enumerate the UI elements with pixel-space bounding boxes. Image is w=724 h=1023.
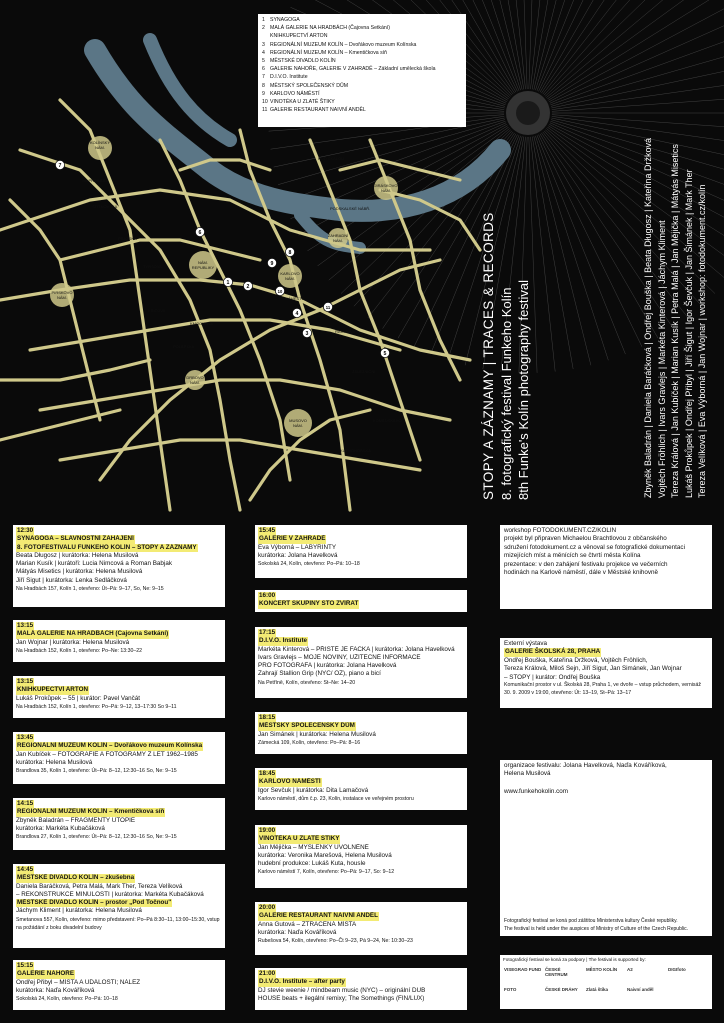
legend-venue: REGIONÁLNÍ MUZEUM KOLÍN – Kmentičkova síň — [270, 49, 388, 56]
event-address: Brandlova 35, Kolín 1, otevřeno: Út–Pá: 8–12, 12:30–16 So, Ne: 9–15 — [16, 768, 177, 775]
sun-ray — [543, 0, 688, 94]
sun-ray — [539, 0, 642, 91]
legend-venue: VINOTÉKA U ZLATÉ ŠTIKY — [270, 99, 335, 106]
event-address: Na Hradbách 152, Kolín 1, otevřeno: Po–Ne: 13:30–22 — [16, 647, 143, 654]
legend-venue: MALÁ GALERIE NA HRADBÁCH (Čajovna Setkání) — [270, 25, 390, 32]
event-time: 14:45 — [17, 866, 34, 873]
event-address: Rubešova 54, Kolín, otevřeno: Po–Čt 9–23, Pá 9–24, Ne: 10:30–23 — [258, 938, 413, 945]
event-time: 13:15 — [17, 622, 34, 629]
event-venue: KONCERT SKUPINY STO ZVÍŘAT — [259, 600, 359, 608]
event-box — [13, 620, 225, 662]
event-time: 21:00 — [259, 970, 276, 977]
svg-text:2: 2 — [246, 283, 250, 290]
event-line: Daniela Baráčková, Petra Malá, Mark Ther, Tereza Velíková — [16, 882, 183, 890]
event-line: Jan Wojnar | kurátorka: Helena Musilová — [16, 638, 130, 646]
external-exhibition-box — [500, 638, 712, 708]
street-label: PRAŽSKÁ — [118, 236, 137, 241]
event-line: Marian Kusík | kurátoři: Lucia Nimcová a Roman Babjak — [16, 560, 172, 568]
event-line: kurátorka: Jolana Havelková — [258, 551, 338, 559]
venue-marker[interactable] — [285, 247, 294, 256]
event-box — [13, 676, 225, 718]
sponsor-logo: A2 — [627, 967, 633, 972]
event-line: Markéta Kinterová – PŘIŠTĚ JE FACKA | kurátorka: Jolana Havelková — [258, 645, 455, 653]
sponsor-logos — [504, 967, 708, 1007]
external-line: – STOPY | kurátor: Ondřej Bouška — [504, 673, 601, 681]
event-line: hudební produkce: Lukáš Kuta, housle — [258, 860, 366, 868]
legend-venue: KARLOVO NÁMĚSTÍ — [270, 90, 320, 97]
workshop-text: hodinách na Karlově náměstí, dále v Městské knihovně — [504, 569, 659, 577]
sponsor-logo: DIGIfoto — [668, 967, 686, 972]
event-venue: D.I.V.O. Institute – after party — [259, 978, 345, 986]
venue-marker[interactable] — [275, 286, 284, 295]
sponsor-logo: MĚSTO KOLÍN — [586, 967, 618, 972]
street-network — [0, 100, 480, 510]
legend-venue: MĚSTSKÉ DIVADLO KOLÍN — [270, 58, 336, 65]
event-subtitle: MĚSTSKÉ DIVADLO KOLÍN – prostor „Pod Točnou" — [17, 899, 172, 907]
event-venue: KNIHKUPECTVÍ ARTON — [17, 686, 89, 694]
sun-ray — [540, 0, 658, 92]
legend-venue: KNIHKUPECTVÍ ARTON — [270, 33, 328, 40]
workshop-text: projekt byl připraven Michaelou Brachtlovou z občanského — [504, 535, 667, 543]
venue-marker[interactable] — [243, 281, 252, 290]
legend-row — [262, 16, 466, 24]
legend-row — [262, 98, 466, 106]
sun-ray — [537, 135, 625, 354]
event-line: HOUSE beats + ilegální remixy; The Somethings (FIN/LUX) — [258, 994, 425, 1002]
event-box — [13, 864, 225, 948]
venue-marker[interactable] — [55, 160, 64, 169]
svg-text:11: 11 — [325, 304, 331, 310]
legend-number: 5 — [262, 58, 265, 65]
sun-ray — [552, 77, 724, 110]
event-address: Smetanova 557, Kolín, otevřeno: mimo představení: Po–Pá 8:30–11, 13:00–15:30, vstup na požádání z boku divadelní budovy — [16, 916, 220, 932]
street-label: POLEPSKÁ — [173, 344, 195, 349]
event-time: 17:15 — [259, 629, 276, 636]
square-label: NÁM. REPUBLIKY — [191, 260, 215, 270]
svg-text:9: 9 — [270, 260, 274, 267]
event-time: 15:45 — [259, 527, 276, 534]
org-line: organizace festivalu: Jolana Havelková, Naďa Kováříková, — [504, 762, 667, 769]
organization-box — [500, 760, 712, 936]
event-line: Zahrají Stallion Grip (NYC/ OZ), piano a bicí — [258, 670, 381, 678]
event-venue: VINOTÉKA U ZLATÉ ŠTIKY — [259, 835, 340, 843]
event-line: Mátyás Misetics | kurátorka: Helena Musilová — [16, 568, 143, 576]
square-label: KOLÍNSKÝ NÁM. — [89, 140, 111, 150]
event-subtitle: 8. FOTOFESTIVALU FUNKEHO KOLÍN – STOPY A ZÁZNAMY — [17, 543, 197, 551]
event-box — [13, 732, 225, 784]
festival-title — [480, 212, 532, 500]
street-label: KUTNOHORSKÁ — [340, 448, 371, 453]
legend-venue: MĚSTSKÝ SPOLEČENSKÝ DŮM — [270, 82, 349, 89]
sponsors-box — [500, 955, 712, 1009]
venue-marker[interactable] — [195, 227, 204, 236]
event-line: Jan Šimánek | kurátorka: Helena Musilová — [258, 730, 376, 738]
event-line: Jiří Šigut | kurátorka: Lenka Sedláčková — [16, 576, 127, 584]
event-line: Lukáš Prokůpek – 55 | kurátor: Pavel Vančát — [16, 694, 141, 702]
street-label: POD SKALOU — [318, 156, 345, 161]
event-address: Karlovo náměstí, dům č.p. 23, Kolín, instalace ve veřejném prostoru — [258, 795, 414, 802]
legend-venue: GALERIE RESTAURANT NAIVNÍ ANDĚL — [270, 107, 366, 114]
event-address: Brandlova 27, Kolín 1, otevřeno: Út–Pá: 8–12, 12:30–16 So, Ne: 9–15 — [16, 834, 177, 841]
legend-number — [262, 32, 270, 40]
org-line: Helena Musilová — [504, 770, 551, 778]
artists-line1: Zbyněk Baladrán | Daniela Baráčková | Ondřej Bouška | Beata Długosz | Kateřina Držková — [643, 137, 653, 498]
event-line: Jan Mějička – MYŠLENKY UVOLNĚNÉ — [258, 843, 369, 851]
event-line: Igor Ševčuk | kurátorka: Dita Lamačová — [258, 786, 369, 794]
legend-number: 3 — [262, 41, 265, 48]
sun-ray — [529, 0, 537, 89]
event-address: Na Petříně, Kolín, otevřeno: St–Ne: 14–20 — [258, 679, 356, 686]
event-box — [255, 768, 467, 810]
event-line: kurátorka: Helena Musilová — [16, 758, 93, 766]
sun-ray — [535, 0, 608, 90]
square-label: ZAHRADNÍ NÁM. — [327, 233, 349, 243]
event-time: 18:15 — [259, 714, 276, 721]
event-box — [255, 590, 467, 612]
legend-number: 9 — [262, 90, 265, 97]
patronage-note-en: The festival is held under the auspices of Ministry of Culture of the Czech Republic. — [504, 926, 688, 932]
legend-row — [262, 24, 466, 32]
svg-text:5: 5 — [383, 350, 387, 357]
legend-row — [262, 41, 466, 49]
legend-number: 6 — [262, 66, 265, 73]
legend-row — [262, 73, 466, 81]
sun-ray — [549, 0, 724, 102]
workshop-text: sdružení fotodokument.cz a věnoval se fotografické dokumentaci — [504, 543, 685, 551]
legend-row — [262, 57, 466, 65]
sponsor-logo: Zlatá štika — [586, 987, 609, 992]
street-label: ŽELEZNIČNÍ — [352, 369, 376, 374]
event-box — [255, 712, 467, 754]
event-venue: MĚSTSKÉ DIVADLO KOLÍN – zkušebna — [17, 874, 135, 882]
sun-ray — [552, 115, 724, 131]
event-box — [255, 525, 467, 578]
svg-text:4: 4 — [295, 310, 299, 317]
sun-ray — [547, 0, 724, 99]
event-line: Ivars Gravlejs – MOJE NOVINY, UŽITEČNÉ INFORMACE — [258, 653, 421, 661]
workshop-box — [500, 525, 712, 609]
sun-ray — [534, 0, 591, 90]
event-address: Zámecká 109, Kolín, otevřeno: Po–Pá: 8–16 — [258, 739, 361, 746]
event-address: Sokolská 24, Kolín, otevřeno: Po–Pá: 10–18 — [258, 561, 360, 568]
square-label: KARLOVO NÁM. — [280, 271, 300, 281]
event-venue: GALERIE RESTAURANT NAIVNÍ ANDĚL — [259, 912, 378, 920]
event-time: 20:00 — [259, 904, 276, 911]
event-box — [255, 968, 467, 1010]
event-line: Zbyněk Baladrán – FRAGMENTY UTOPIE — [16, 816, 136, 824]
legend-venue: SYNAGOGA — [270, 17, 300, 23]
street-label: PODSKALSKÉ NÁBŘ. — [330, 206, 371, 211]
legend-venue: GALERIE NAHOŘE, GALERIE V ZAHRADĚ – Základní umělecká škola — [270, 66, 436, 73]
sponsor-logo: ČESKÉ CENTRUM — [545, 967, 568, 977]
sponsor-logo: ČESKÉ DRÁHY — [545, 987, 578, 992]
square-label: MUSOVO NÁM. — [289, 418, 307, 428]
event-box — [13, 525, 225, 607]
artists-line3: Tereza Králová | Jan Kubíček | Marian Kusík | Petra Malá | Jan Mějička | Mátyás Misetics — [670, 144, 680, 498]
sun-ray — [532, 137, 573, 369]
venue-marker[interactable] — [380, 348, 389, 357]
legend-venue: D.I.V.O. Institute — [270, 74, 308, 81]
street-label: TYRŠOVA — [143, 264, 162, 269]
event-time: 19:00 — [259, 827, 276, 834]
title-line2: 8. fotografický festival Funkeho Kolín — [499, 287, 514, 500]
event-line: PRO FOTOGRAFA | kurátorka: Jolana Havelková — [258, 662, 397, 670]
event-venue: KARLOVO NÁMĚSTÍ — [259, 778, 321, 786]
external-heading: Externí výstava — [504, 640, 548, 647]
event-box — [13, 960, 225, 1010]
external-title: GALERIE ŠKOLSKÁ 28, PRAHA — [505, 648, 601, 656]
sun-ray — [539, 135, 642, 347]
venue-marker[interactable] — [323, 302, 332, 311]
patronage-note-cz: Fotografický festival se koná pod záštitou Ministerstva kultury České republiky. — [504, 918, 678, 924]
event-line: Ondřej Přibyl – MÍSTA A UDÁLOSTI; NÁLEZ — [16, 978, 141, 986]
event-time: 14:15 — [17, 800, 34, 807]
sun-ray — [548, 0, 724, 100]
event-line: Anna Gutová – ZTRACENÁ MÍSTA — [258, 920, 357, 928]
event-venue: MALÁ GALERIE NA HRADBÁCH (Čajovna Setkání) — [17, 630, 169, 638]
square-label: JIRÁSKOVO NÁM. — [374, 183, 398, 193]
sun-ray — [535, 136, 608, 360]
legend-number: 2 — [262, 25, 265, 32]
legend-number: 4 — [262, 49, 265, 56]
event-line: kurátorka: Naďa Kováříková — [258, 928, 337, 936]
sun-ray — [537, 0, 625, 91]
event-box — [255, 902, 467, 955]
external-address: Komunikační prostor v ul. Školská 28, Praha 1, ve dvoře – vstup průchodem, vernisáž 30. 9. 2009 v 19:00, otevřeno: Út: 13–19, St–Pá: 13–17 — [504, 682, 701, 696]
artists-line5: Tereza Velíková | Eva Výborná | Jan Wojnar | workshop: fotodokument.cz/kolín — [697, 184, 707, 498]
artists-line2: Vojtěch Fröhlich | Ivars Gravlejs | Markéta Kinterová | Jáchym Kliment — [656, 220, 667, 498]
legend-number: 11 — [262, 107, 268, 114]
artists-line4: Lukáš Prokůpek | Ondřej Přibyl | Jiří Šigut | Igor Ševčuk | Jan Šimánek | Mark Ther — [683, 169, 694, 498]
legend-row — [262, 65, 466, 73]
event-venue: REGIONÁLNÍ MUZEUM KOLÍN – Dvořákovo muzeum Kolínska — [17, 742, 203, 750]
svg-text:7: 7 — [58, 162, 62, 169]
event-venue: REGIONÁLNÍ MUZEUM KOLÍN – Kmentičkova síň — [17, 808, 165, 816]
svg-text:6: 6 — [198, 229, 202, 236]
event-time: 15:15 — [17, 962, 34, 969]
legend-row — [262, 90, 466, 98]
event-line: Jan Kubíček – FOTOGRAFIE A FOTOGRAMY Z LET 1962–1985 — [16, 750, 198, 758]
festival-website-link[interactable]: www.funkeho​kolin.com — [504, 787, 569, 795]
event-address: Sokolská 24, Kolín, otevřeno: Po–Pá: 10–18 — [16, 996, 118, 1003]
sponsor-logo: FOTO — [504, 987, 517, 992]
event-line: kurátorka: Markéta Kubačáková — [16, 824, 105, 832]
venue-marker[interactable] — [302, 328, 311, 337]
street-label: NA PŘÍHLEBI — [82, 178, 107, 183]
event-box — [13, 798, 225, 850]
street-label: KOMENSKÉHO — [373, 418, 402, 423]
legend-venue: REGIONÁLNÍ MUZEUM KOLÍN – Dvořákovo muzeum Kolínska — [270, 41, 417, 48]
event-time: 13:45 — [17, 734, 34, 741]
event-line: Beata Długosz | kurátorka: Helena Musilová — [16, 551, 139, 559]
title-line1: STOPY A ZÁZNAMY | TRACES & RECORDS — [481, 212, 496, 500]
street-label: RATAJOVA — [335, 329, 356, 334]
legend-row — [262, 32, 466, 40]
legend-row — [262, 82, 466, 90]
sun-ray — [519, 0, 527, 89]
street-label: ŠTÍTNOVSKÁ — [92, 204, 118, 209]
event-line: kurátorka: Naďa Kováříková — [16, 986, 95, 994]
square-label: PIRSKOVO NÁM. — [51, 290, 73, 300]
sun-ray — [551, 59, 724, 108]
event-line: Jáchym Kliment | kurátorka: Helena Musilová — [16, 907, 142, 915]
legend-number: 8 — [262, 82, 265, 89]
street-label: NÁMĚSTÍ — [285, 296, 303, 301]
event-address: Na Hradbách 157, Kolín 1, otevřeno: Út–Pá: 9–17, So, Ne: 9–15 — [16, 586, 164, 593]
legend-row — [262, 106, 466, 114]
external-line: Ondřej Bouška, Kateřina Držková, Vojtěch Fröhlich, — [504, 656, 648, 664]
venue-marker[interactable] — [223, 277, 232, 286]
street-label: KMOCHOVA — [190, 321, 214, 326]
artist-names — [642, 138, 710, 498]
event-time: 16:00 — [259, 592, 276, 599]
venue-marker[interactable] — [292, 308, 301, 317]
legend-number: 7 — [262, 74, 265, 81]
external-line: Tereza Králová, Miloš Šejn, Jiří Šigut, Jan Šimánek, Jan Wojnar — [504, 665, 682, 673]
event-line: DJ stevie weenie / mindbeam music (NYC) – originální DUB — [258, 986, 426, 994]
workshop-text: mizejících míst a měnících se čtvrtí města Kolína — [504, 552, 641, 560]
legend-number: 10 — [262, 99, 268, 106]
legend-number: 1 — [262, 17, 265, 23]
event-time: 12:30 — [17, 527, 34, 534]
event-box — [255, 825, 467, 888]
sponsors-heading: Fotografický festival se koná za podpory | The festival is supported by: — [503, 957, 646, 962]
event-venue: GALERIE V ZAHRADĚ — [259, 535, 326, 543]
workshop-heading: workshop FOTODOKUMENT.CZ/KOLIN — [504, 527, 617, 534]
svg-text:1: 1 — [226, 279, 230, 286]
event-box — [255, 627, 467, 698]
street-label: KŘÍŽOVA — [148, 308, 166, 313]
event-address: Na Hradbách 152, Kolín 1, otevřeno: Po–Pá: 9–12, 13–17:30 So 9–11 — [16, 703, 177, 710]
event-time: 13:15 — [17, 678, 34, 685]
event-venue: GALERIE NAHOŘE — [17, 970, 75, 978]
event-line: kurátorka: Veronika Marešová, Helena Musilová — [258, 851, 392, 859]
sun-ray — [552, 95, 724, 111]
event-venue: SYNAGOGA – SLAVNOSTNÍ ZAHÁJENÍ — [17, 535, 134, 543]
sun-ray — [465, 0, 522, 90]
sun-ray — [546, 0, 724, 98]
event-line: Eva Výborná – LABYRINTY — [258, 543, 337, 551]
svg-text:8: 8 — [288, 249, 292, 256]
event-address: Karlovo náměstí 7, Kolín, otevřeno: Po–Pá: 9–17, So: 9–12 — [258, 869, 395, 876]
svg-text:3: 3 — [305, 330, 309, 337]
event-line: – REKONSTRUKCE MINULOSTI | kurátorka: Markéta Kubačáková — [16, 890, 204, 898]
svg-text:10: 10 — [277, 288, 283, 294]
legend-row — [262, 49, 466, 57]
sponsor-logo: VISEGRAD FUND — [504, 967, 542, 972]
event-venue: MĚSTSKÝ SPOLEČENSKÝ DŮM — [259, 722, 355, 730]
workshop-text: prezentace: v den zahájení festivalu projekce ve večerních — [504, 560, 668, 568]
venue-marker[interactable] — [267, 258, 276, 267]
square-label: DRBOVO NÁM. — [186, 375, 204, 385]
venue-legend — [258, 14, 466, 127]
sponsor-logo: Naivní anděl — [627, 987, 654, 992]
title-line3: 8th Funke's Kolín photography festival — [516, 279, 531, 500]
event-time: 18:45 — [259, 770, 276, 777]
event-venue: D.I.V.O. Institute — [259, 637, 308, 645]
